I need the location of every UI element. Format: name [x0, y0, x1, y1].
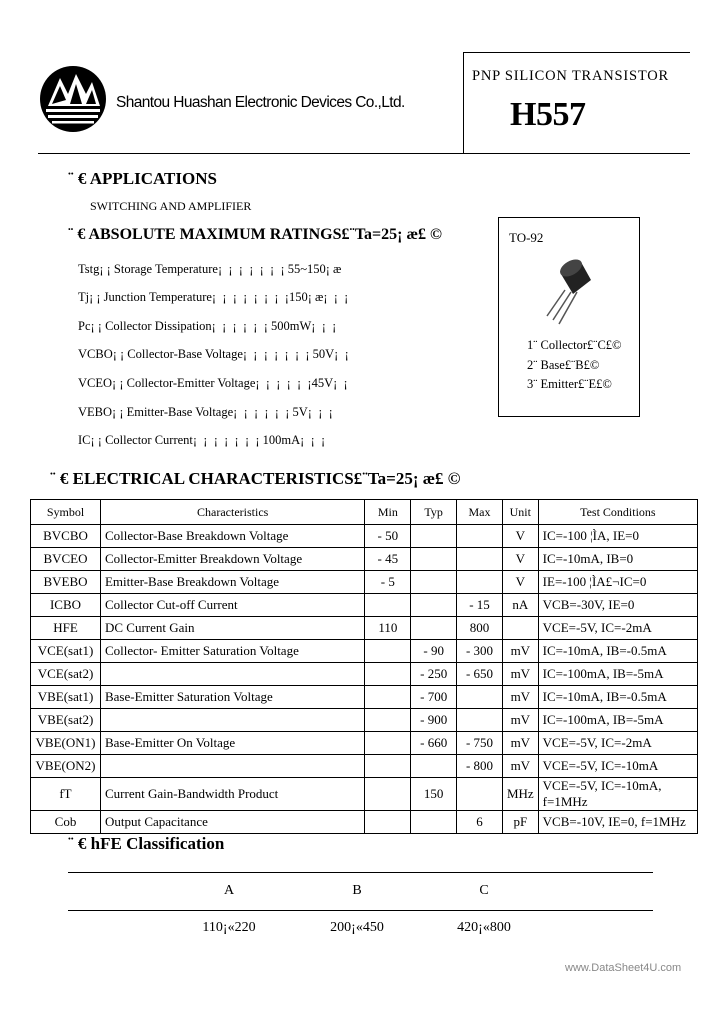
electrical-table [30, 499, 698, 834]
package-box [498, 217, 640, 417]
rating-line: VCEO¡ ¡ Collector-Emitter Voltage¡ ¡ ¡ ¡ ¡ ¡45V¡ ¡ [78, 376, 351, 390]
rank-b: B [352, 883, 362, 898]
table-cell: - 650 [457, 663, 503, 686]
applications-text: SWITCHING AND AMPLIFIER [90, 199, 252, 213]
table-cell: fT [31, 778, 101, 811]
table-cell: Base-Emitter Saturation Voltage [100, 686, 364, 709]
table-cell: - 90 [411, 640, 457, 663]
table-cell: mV [502, 732, 538, 755]
header-cell: Characteristics [100, 500, 364, 525]
table-cell: - 5 [365, 571, 411, 594]
table-cell: - 900 [411, 709, 457, 732]
table-cell [411, 548, 457, 571]
watermark: www.DataSheet4U.com [565, 962, 682, 974]
table-cell: Output Capacitance [100, 811, 364, 834]
table-row [31, 755, 698, 778]
table-cell: VCE(sat2) [31, 663, 101, 686]
table-row [31, 709, 698, 732]
range-a: 110¡«220 [202, 920, 256, 935]
table-cell: HFE [31, 617, 101, 640]
table-cell: 110 [365, 617, 411, 640]
header-rule-top [463, 52, 690, 53]
rank-a: A [223, 883, 235, 898]
table-cell: - 800 [457, 755, 503, 778]
table-cell: V [502, 525, 538, 548]
pin-1: 1¨ Collector£¨C£© [527, 338, 622, 352]
table-cell [365, 686, 411, 709]
table-cell: VCE(sat1) [31, 640, 101, 663]
table-cell: VBE(sat1) [31, 686, 101, 709]
table-cell: Base-Emitter On Voltage [100, 732, 364, 755]
table-cell: VBE(ON2) [31, 755, 101, 778]
table-row [31, 571, 698, 594]
table-cell: VCB=-30V, IE=0 [538, 594, 697, 617]
table-cell: DC Current Gain [100, 617, 364, 640]
table-cell [457, 686, 503, 709]
table-cell [457, 525, 503, 548]
company-logo [38, 64, 108, 134]
table-cell: BVEBO [31, 571, 101, 594]
table-row [31, 594, 698, 617]
table-cell [457, 778, 503, 811]
table-cell: Collector-Emitter Breakdown Voltage [100, 548, 364, 571]
table-cell: IC=-100mA, IB=-5mA [538, 709, 697, 732]
table-cell: mV [502, 709, 538, 732]
table-cell [457, 571, 503, 594]
table-cell: VBE(sat2) [31, 709, 101, 732]
package-label: TO-92 [509, 230, 544, 245]
table-cell: - 45 [365, 548, 411, 571]
table-row [31, 663, 698, 686]
table-cell: VCE=-5V, IC=-2mA [538, 617, 697, 640]
table-cell: MHz [502, 778, 538, 811]
table-cell [411, 525, 457, 548]
table-row [31, 686, 698, 709]
table-cell [365, 640, 411, 663]
table-cell: IE=-100 ¦ÌA£¬IC=0 [538, 571, 697, 594]
table-cell: BVCEO [31, 548, 101, 571]
table-row [31, 617, 698, 640]
table-cell [365, 811, 411, 834]
header-cell: Typ [411, 500, 457, 525]
table-cell [100, 709, 364, 732]
rating-line: VEBO¡ ¡ Emitter-Base Voltage¡ ¡ ¡ ¡ ¡ ¡ 5V¡ ¡ ¡ [78, 405, 336, 419]
rating-line: VCBO¡ ¡ Collector-Base Voltage¡ ¡ ¡ ¡ ¡ ¡ ¡ 50V¡ ¡ [78, 347, 352, 361]
table-cell: IC=-10mA, IB=-0.5mA [538, 686, 697, 709]
classification-rule-top [68, 872, 653, 873]
table-cell: - 700 [411, 686, 457, 709]
rating-line: Tstg¡ ¡ Storage Temperature¡ ¡ ¡ ¡ ¡ ¡ ¡ 55~150¡ æ [78, 262, 342, 276]
table-cell [365, 594, 411, 617]
header-cell: Test Conditions [538, 500, 697, 525]
table-cell: mV [502, 755, 538, 778]
applications-title: ¨ € APPLICATIONS [68, 169, 217, 188]
classification-title: ¨ € hFE Classification [68, 834, 225, 853]
classification-rule-mid [68, 910, 653, 911]
part-number: H557 [510, 96, 586, 133]
table-row [31, 778, 698, 811]
table-cell: pF [502, 811, 538, 834]
table-cell: VCB=-10V, IE=0, f=1MHz [538, 811, 697, 834]
table-cell: V [502, 571, 538, 594]
table-row [31, 548, 698, 571]
table-cell: BVCBO [31, 525, 101, 548]
table-cell [365, 755, 411, 778]
table-cell: Emitter-Base Breakdown Voltage [100, 571, 364, 594]
header-cell: Min [365, 500, 411, 525]
table-cell [365, 778, 411, 811]
table-cell: mV [502, 686, 538, 709]
table-cell: VCE=-5V, IC=-2mA [538, 732, 697, 755]
pin-2: 2¨ Base£¨B£© [527, 358, 600, 372]
table-cell: mV [502, 640, 538, 663]
range-b: 200¡«450 [330, 920, 384, 935]
transistor-icon [539, 254, 599, 334]
table-cell: - 300 [457, 640, 503, 663]
table-cell: - 660 [411, 732, 457, 755]
table-row [31, 732, 698, 755]
product-type: PNP SILICON TRANSISTOR [472, 68, 670, 84]
table-cell: IC=-10mA, IB=-0.5mA [538, 640, 697, 663]
table-row [31, 525, 698, 548]
table-cell [457, 709, 503, 732]
table-cell [365, 663, 411, 686]
table-cell: Cob [31, 811, 101, 834]
table-cell [411, 755, 457, 778]
table-cell: VCE=-5V, IC=-10mA, f=1MHz [538, 778, 697, 811]
table-cell [411, 571, 457, 594]
company-name: Shantou Huashan Electronic Devices Co.,Ltd. [116, 94, 405, 111]
header-cell: Unit [502, 500, 538, 525]
table-cell: 150 [411, 778, 457, 811]
rating-line: Pc¡ ¡ Collector Dissipation¡ ¡ ¡ ¡ ¡ ¡ 500mW¡ ¡ ¡ [78, 319, 340, 333]
header-cell: Symbol [31, 500, 101, 525]
table-cell [411, 617, 457, 640]
table-row [31, 811, 698, 834]
table-cell: ICBO [31, 594, 101, 617]
pin-3: 3¨ Emitter£¨E£© [527, 377, 612, 391]
table-cell: IC=-10mA, IB=0 [538, 548, 697, 571]
table-cell: IC=-100mA, IB=-5mA [538, 663, 697, 686]
table-cell [365, 732, 411, 755]
table-cell: VCE=-5V, IC=-10mA [538, 755, 697, 778]
table-cell [100, 755, 364, 778]
abs-max-title: ¨ € ABSOLUTE MAXIMUM RATINGS£¨Ta=25¡ æ£ © [68, 226, 442, 243]
table-cell: 800 [457, 617, 503, 640]
table-cell: mV [502, 663, 538, 686]
rank-c: C [479, 883, 489, 898]
table-cell: Collector- Emitter Saturation Voltage [100, 640, 364, 663]
table-cell: nA [502, 594, 538, 617]
table-cell: IC=-100 ¦ÌA, IE=0 [538, 525, 697, 548]
table-cell [502, 617, 538, 640]
table-cell: 6 [457, 811, 503, 834]
table-cell: V [502, 548, 538, 571]
table-cell: - 15 [457, 594, 503, 617]
table-cell: - 750 [457, 732, 503, 755]
table-cell [457, 548, 503, 571]
table-header-row [31, 500, 698, 525]
table-cell: Collector-Base Breakdown Voltage [100, 525, 364, 548]
table-cell [100, 663, 364, 686]
table-cell [365, 709, 411, 732]
table-cell: Collector Cut-off Current [100, 594, 364, 617]
table-cell: - 250 [411, 663, 457, 686]
table-cell [411, 594, 457, 617]
rating-line: IC¡ ¡ Collector Current¡ ¡ ¡ ¡ ¡ ¡ ¡ 100mA¡ ¡ ¡ [78, 433, 329, 447]
table-cell [411, 811, 457, 834]
header-divider [463, 52, 464, 154]
table-row [31, 640, 698, 663]
rating-line: Tj¡ ¡ Junction Temperature¡ ¡ ¡ ¡ ¡ ¡ ¡ ¡150¡ æ¡ ¡ ¡ [78, 290, 352, 304]
table-cell: - 50 [365, 525, 411, 548]
header-rule-bottom [38, 153, 690, 154]
table-cell: VBE(ON1) [31, 732, 101, 755]
header-cell: Max [457, 500, 503, 525]
electrical-title: ¨ € ELECTRICAL CHARACTERISTICS£¨Ta=25¡ æ£ © [50, 469, 461, 488]
table-cell: Current Gain-Bandwidth Product [100, 778, 364, 811]
range-c: 420¡«800 [457, 920, 511, 935]
